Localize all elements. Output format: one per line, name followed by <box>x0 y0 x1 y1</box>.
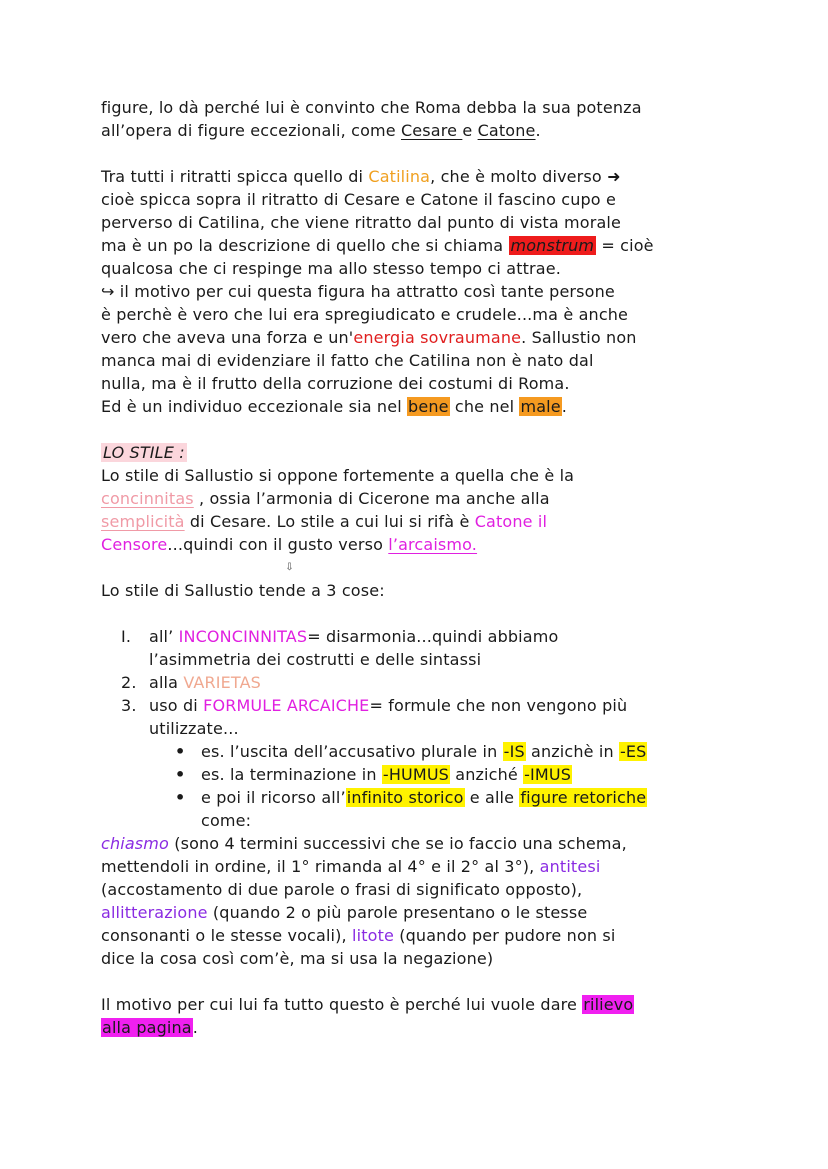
catilina-highlight: Catilina <box>368 167 431 186</box>
paragraph-line: ↪ il motivo per cui questa figura ha attratto così tante persone <box>101 282 615 301</box>
paragraph-line: Ed è un individuo eccezionale sia nel bene che nel male. <box>101 397 567 416</box>
cesare-underlined: Cesare <box>400 121 463 140</box>
list-item: I. all’ INCONCINNITAS= disarmonia...quindi abbiamo l’asimmetria dei costrutti e delle sintassi <box>121 627 559 669</box>
paragraph-line: Il motivo per cui lui fa tutto questo è perché lui vuole dare rilievo <box>101 995 634 1014</box>
paragraph-line: Tra tutti i ritratti spicca quello di Catilina, che è molto diverso ➜ <box>101 167 621 186</box>
imus-highlight: -IMUS <box>524 765 572 784</box>
list-item: 3. uso di FORMULE ARCAICHE= formule che non vengono più utilizzate... <box>121 696 628 738</box>
es-highlight: -ES <box>619 742 647 761</box>
catone-censore-term: Catone il <box>474 512 548 531</box>
style-features-list <box>101 625 728 740</box>
paragraph-line: qualcosa che ci respinge ma allo stesso tempo ci attrae. <box>101 259 561 278</box>
formule-arcaiche-term: FORMULE ARCAICHE <box>203 696 370 715</box>
allitterazione-term: allitterazione <box>101 903 208 922</box>
paragraph-line: come: <box>201 811 252 830</box>
paragraph-line: consonanti o le stesse vocali), litote (quando per pudore non si <box>101 926 616 945</box>
litote-term: litote <box>352 926 394 945</box>
paragraph-line: semplicità di Cesare. Lo stile a cui lui si rifà è Catone il <box>101 512 548 531</box>
male-highlight: male <box>520 397 561 416</box>
infinito-storico-highlight: infinito storico <box>346 788 464 807</box>
figure-retoriche-highlight: figure retoriche <box>520 788 647 807</box>
paragraph-line: cioè spicca sopra il ritratto di Cesare e Catone il fascino cupo e <box>101 190 616 209</box>
paragraph-line: Censore...quindi con il gusto verso l’arcaismo. <box>101 535 478 554</box>
list-item: • es. l’uscita dell’accusativo plurale in -IS anzichè in -ES <box>101 740 728 763</box>
alla-pagina-highlight: alla pagina <box>102 1018 192 1037</box>
concinnitas-term: concinnitas <box>101 489 194 508</box>
rilievo-highlight: rilievo <box>583 995 634 1014</box>
paragraph-line: Lo stile di Sallustio si oppone fortemente a quella che è la <box>101 466 575 485</box>
paragraph-line: è perchè è vero che lui era spregiudicato e crudele...ma è anche <box>101 305 629 324</box>
bene-highlight: bene <box>408 397 449 416</box>
energia-highlight: energia sovraumane <box>353 328 522 347</box>
varietas-term: VARIETAS <box>183 673 261 692</box>
is-highlight: -IS <box>503 742 525 761</box>
section-heading: LO STILE : <box>103 443 185 462</box>
paragraph-line: allitterazione (quando 2 o più parole presentano o le stesse <box>101 903 588 922</box>
paragraph-line: all’opera di figure eccezionali, come Cesare e Catone. <box>101 121 541 140</box>
antitesi-term: antitesi <box>539 857 601 876</box>
paragraph-line: alla pagina. <box>102 1018 198 1037</box>
humus-highlight: -HUMUS <box>382 765 449 784</box>
paragraph-line: nulla, ma è il frutto della corruzione dei costumi di Roma. <box>101 374 570 393</box>
inconcinnitas-term: INCONCINNITAS <box>178 627 308 646</box>
list-item: • e poi il ricorso all’infinito storico e alle figure retoriche <box>101 786 728 809</box>
down-arrow-icon: ⇩ <box>285 562 294 573</box>
paragraph-line: ma è un po la descrizione di quello che si chiama monstrum = cioè <box>101 236 654 255</box>
paragraph-line: manca mai di evidenziare il fatto che Catilina non è nato dal <box>101 351 594 370</box>
semplicita-term: semplicità <box>101 512 185 531</box>
list-item: • es. la terminazione in -HUMUS anziché -IMUS <box>101 763 728 786</box>
chiasmo-term: chiasmo <box>101 834 169 853</box>
paragraph-line: Lo stile di Sallustio tende a 3 cose: <box>101 581 385 600</box>
paragraph-line: (accostamento di due parole o frasi di significato opposto), <box>101 880 583 899</box>
examples-list <box>101 740 728 809</box>
catone-underlined: Catone <box>477 121 536 140</box>
list-item: 2. alla VARIETAS <box>121 673 261 692</box>
arcaismo-term: l’arcaismo. <box>388 535 478 554</box>
paragraph-line: chiasmo (sono 4 termini successivi che se io faccio una schema, <box>101 834 627 853</box>
paragraph-line: vero che aveva una forza e un'energia sovraumane. Sallustio non <box>101 328 637 347</box>
paragraph-line: dice la cosa così com’è, ma si usa la negazione) <box>101 949 494 968</box>
monstrum-highlight: monstrum <box>510 236 595 255</box>
paragraph-line: perverso di Catilina, che viene ritratto dal punto di vista morale <box>101 213 621 232</box>
paragraph-line: concinnitas , ossia l’armonia di Cicerone ma anche alla <box>101 489 550 508</box>
paragraph-line: mettendoli in ordine, il 1° rimanda al 4° e il 2° al 3°), antitesi <box>101 857 601 876</box>
paragraph-line: figure, lo dà perché lui è convinto che Roma debba la sua potenza <box>101 98 642 117</box>
